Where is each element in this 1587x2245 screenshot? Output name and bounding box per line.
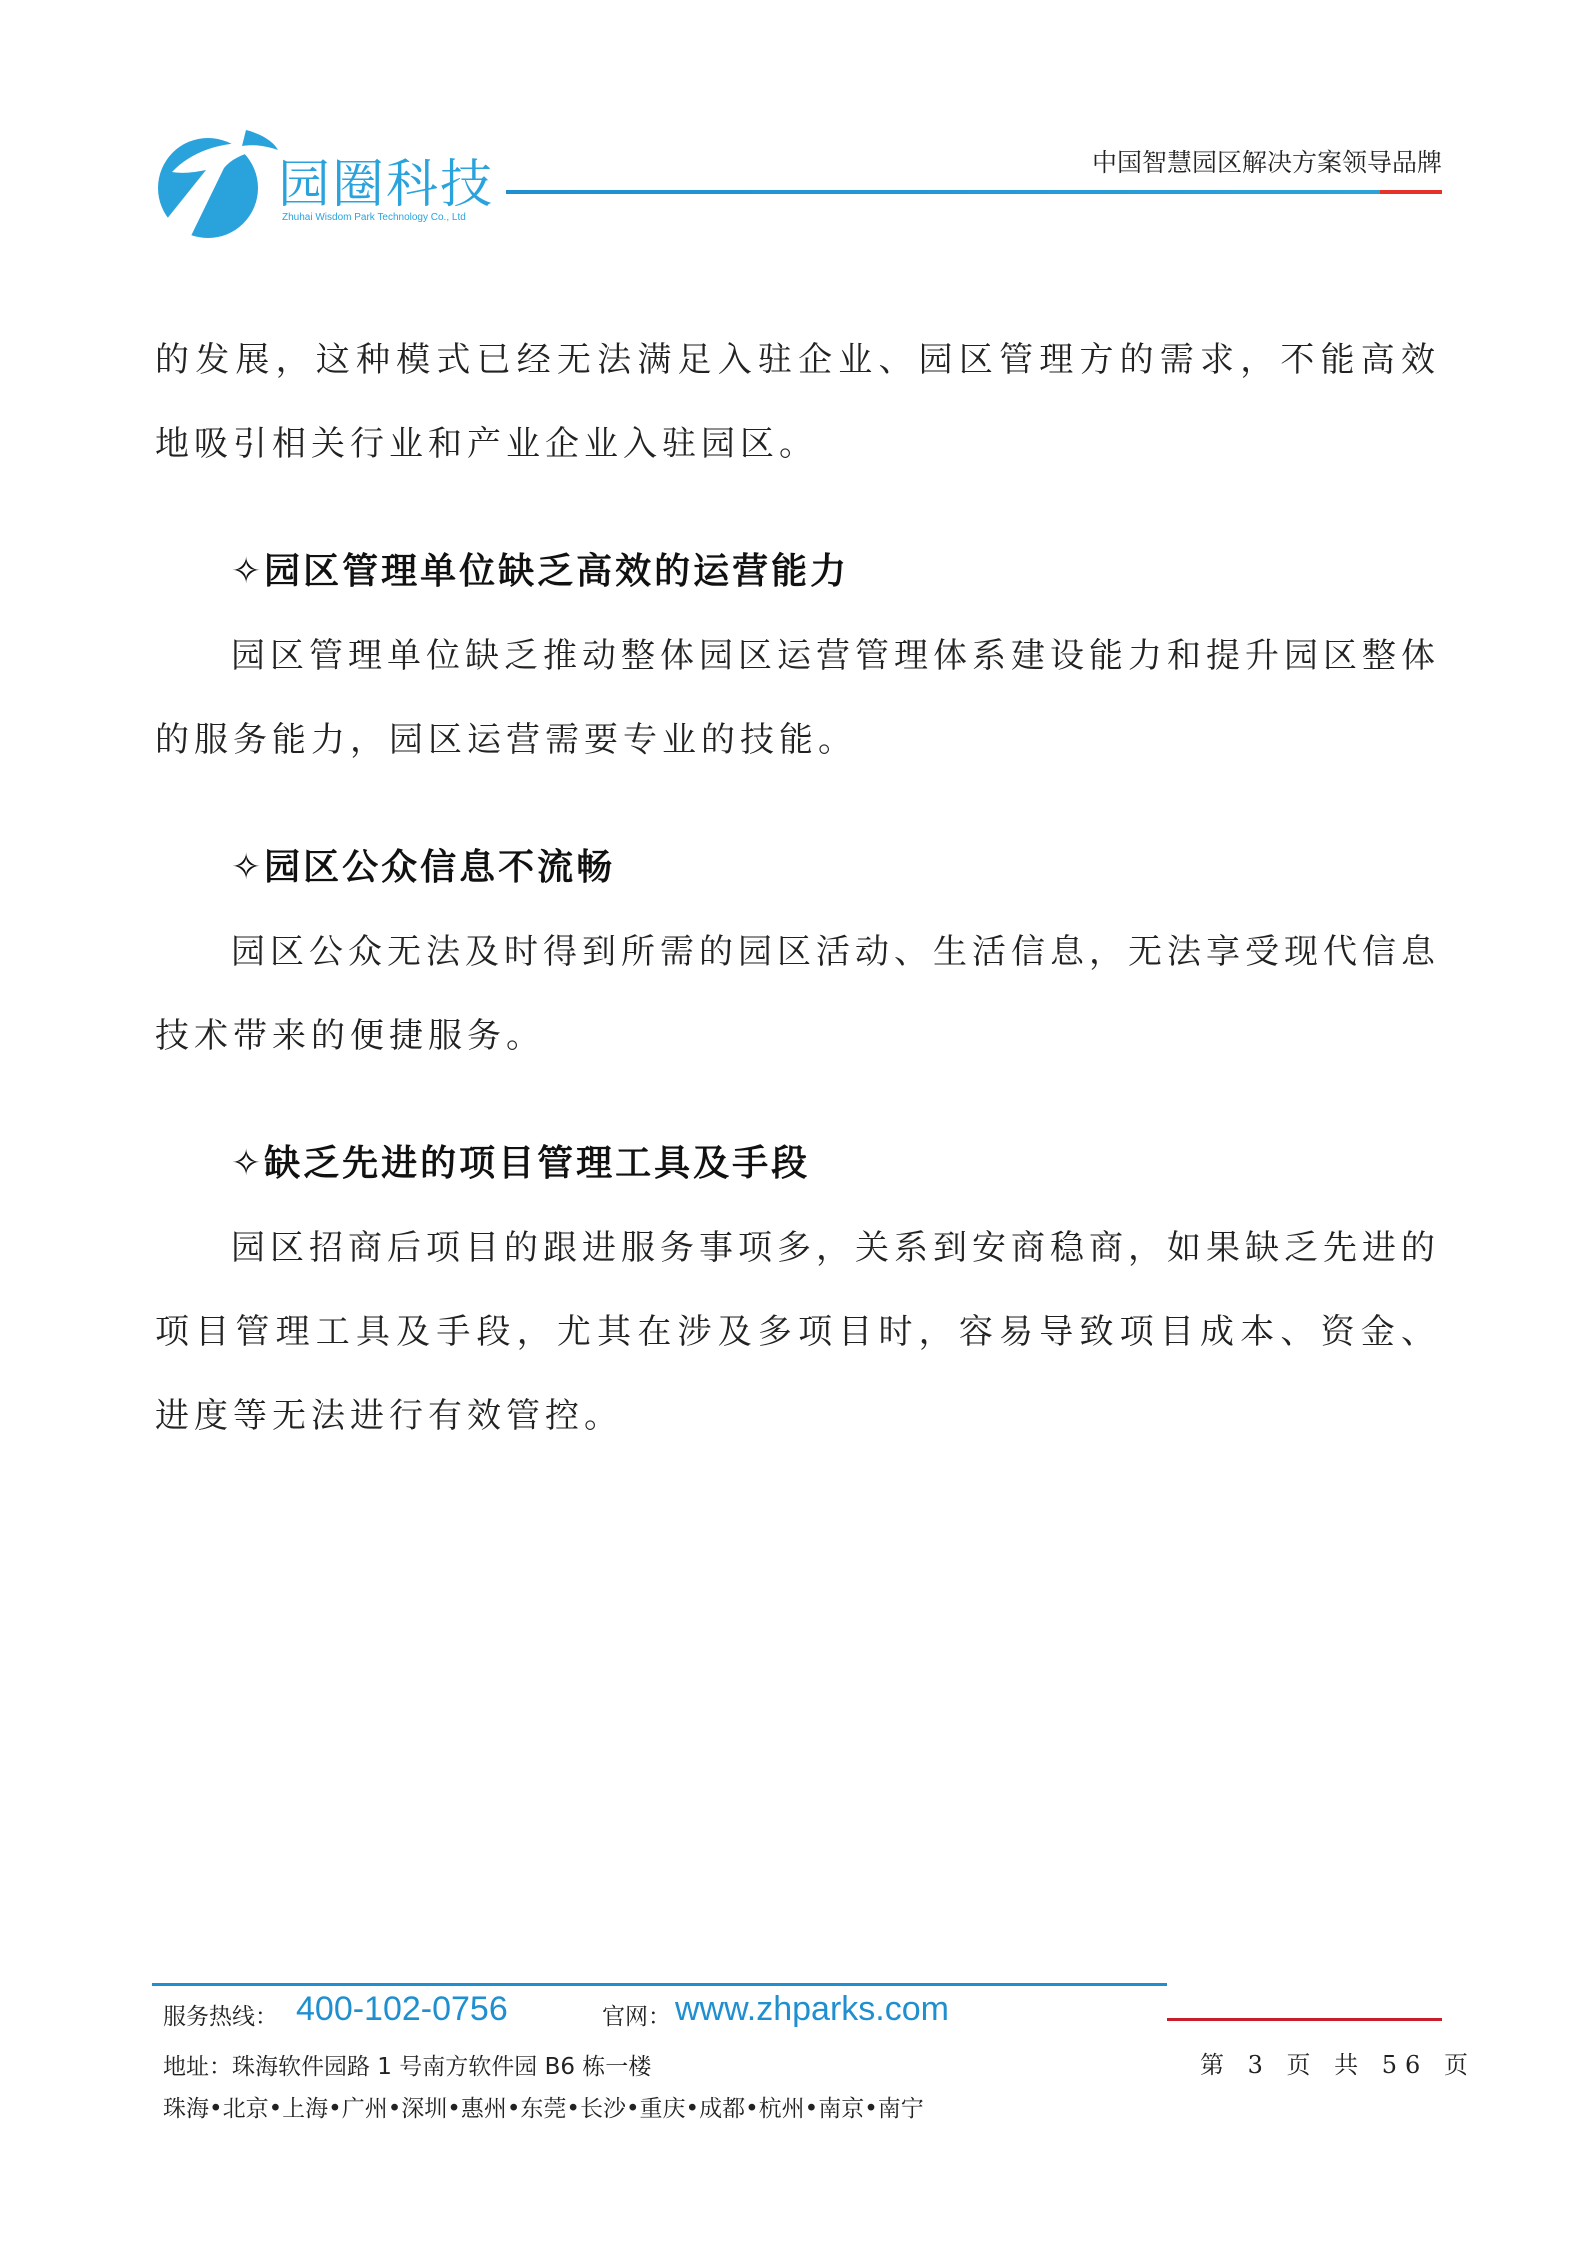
footer-divider-red xyxy=(1167,2018,1442,2021)
logo-mark-icon xyxy=(150,120,280,250)
section-paragraph: 园区管理单位缺乏推动整体园区运营管理体系建设能力和提升园区整体的服务能力，园区运营需要专业的技能。 xyxy=(155,636,1440,760)
logo-english-name: Zhuhai Wisdom Park Technology Co., Ltd xyxy=(282,212,466,223)
footer-address: 地址：珠海软件园路 1 号南方软件园 B6 栋一楼 xyxy=(163,2054,652,2080)
document-body xyxy=(155,318,1440,1458)
footer-cities: 珠海•北京•上海•广州•深圳•惠州•东莞•长沙•重庆•成都•杭州•南京•南宁 xyxy=(163,2096,924,2122)
website-label: 官网： xyxy=(602,2004,671,2030)
hotline-number: 400-102-0756 xyxy=(296,1990,508,2028)
page-number: 第 3 页 共 56 页 xyxy=(1200,2051,1476,2079)
company-logo xyxy=(150,120,510,250)
section-heading: ✧缺乏先进的项目管理工具及手段 xyxy=(231,1143,811,1184)
hotline-label: 服务热线： xyxy=(163,2004,278,2030)
section-heading: ✧园区公众信息不流畅 xyxy=(231,847,616,888)
header-slogan: 中国智慧园区解决方案领导品牌 xyxy=(1091,148,1442,177)
header-divider-blue xyxy=(506,190,1382,194)
section-paragraph: 园区公众无法及时得到所需的园区活动、生活信息，无法享受现代信息技术带来的便捷服务。 xyxy=(155,932,1440,1056)
header-divider-red xyxy=(1380,190,1442,194)
logo-name: 园圈科技 xyxy=(278,155,495,215)
website-link[interactable]: www.zhparks.com xyxy=(675,1990,949,2028)
intro-paragraph: 的发展，这种模式已经无法满足入驻企业、园区管理方的需求，不能高效地吸引相关行业和产业企业入驻园区。 xyxy=(155,340,1440,464)
footer-divider-blue xyxy=(152,1983,1167,1986)
section-paragraph: 园区招商后项目的跟进服务事项多，关系到安商稳商，如果缺乏先进的项目管理工具及手段，尤其在涉及多项目时，容易导致项目成本、资金、进度等无法进行有效管控。 xyxy=(155,1228,1440,1436)
section-heading: ✧园区管理单位缺乏高效的运营能力 xyxy=(231,551,850,592)
